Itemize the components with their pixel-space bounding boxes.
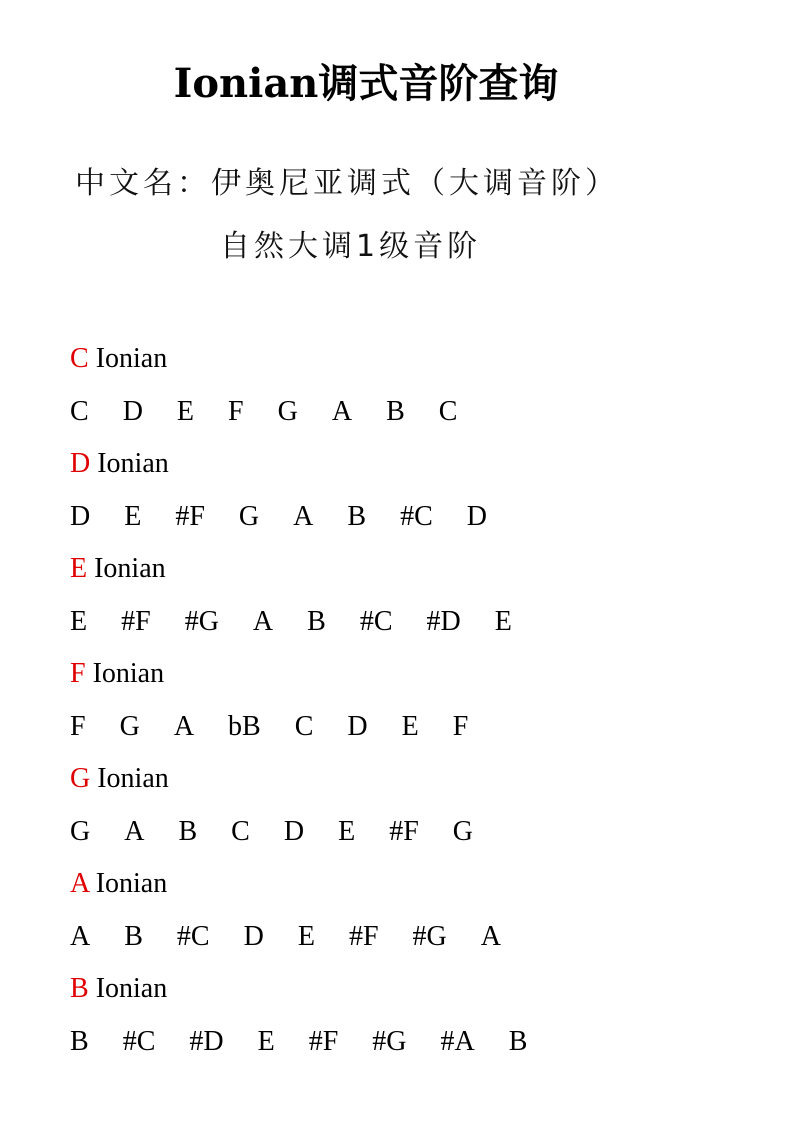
scale-key: D [70,448,91,479]
scale-block [70,862,770,967]
scale-note: F [452,710,469,742]
scale-note: A [331,395,353,427]
scale-note: D [283,815,305,847]
scale-key: A [70,868,89,899]
scale-mode-label: Ionian [88,973,168,1004]
scale-note: E [338,815,356,847]
scale-note: A [70,920,91,952]
scale-block [70,967,770,1072]
scale-block [70,337,770,442]
scale-notes-row [70,810,770,863]
scale-note: G [70,815,91,847]
scale-note: B [70,1025,89,1057]
scale-note: A [124,815,145,847]
scale-note: D [70,500,91,532]
scale-note: G [452,815,473,847]
scale-mode-label: Ionian [90,763,169,794]
scale-mode-label: Ionian [87,553,166,584]
scale-key: B [70,973,89,1004]
scale-note: C [231,815,250,847]
scale-note: A [293,500,314,532]
scale-note: E [257,1025,275,1057]
scale-note: #F [348,920,379,952]
scale-note: #C [400,500,433,532]
scale-note: #G [372,1025,407,1057]
scale-notes-row [70,495,770,548]
scale-note: #A [440,1025,475,1057]
scale-list [70,337,770,1072]
scale-note: D [122,395,143,427]
scale-key: F [70,658,86,689]
scale-note: C [70,395,89,427]
scale-note: #F [308,1025,339,1057]
scale-note: #F [389,815,419,847]
scale-note: #F [175,500,205,532]
scale-note: #C [176,920,210,952]
scale-notes-row [70,600,770,653]
scale-heading [70,967,770,1020]
scale-heading [70,442,770,495]
scale-note: B [178,815,198,847]
scale-block [70,547,770,652]
scale-note: E [70,605,88,637]
scale-note: G [277,395,298,427]
scale-mode-label: Ionian [88,868,168,899]
scale-heading [70,337,770,390]
scale-note: #F [121,605,151,637]
scale-notes-row [70,915,770,968]
scale-note: D [347,710,368,742]
scale-note: C [294,710,314,742]
scale-note: B [124,920,143,952]
scale-notes-row [70,390,770,443]
document-title: Ionian调式音阶查询 [173,60,559,107]
scale-note: E [297,920,315,952]
scale-note: #D [189,1025,224,1057]
scale-mode-label: Ionian [90,448,169,479]
scale-note: E [401,710,419,742]
scale-note: E [124,500,142,532]
scale-mode-label: Ionian [85,658,165,689]
scale-mode-label: Ionian [88,343,168,374]
scale-note: A [173,710,195,742]
scale-note: B [307,605,326,637]
scale-key: C [70,343,89,374]
scale-note: F [228,395,244,427]
chinese-name-line: 中文名：伊奥尼亚调式（大调音阶） [75,166,619,201]
scale-heading [70,652,770,705]
scale-note: G [238,500,260,532]
scale-note: #D [426,605,461,637]
scale-note: D [243,920,264,952]
natural-major-line: 自然大调1级音阶 [220,229,482,264]
scale-block [70,757,770,862]
scale-key: G [70,763,91,794]
scale-note: C [438,395,458,427]
scale-note: E [176,395,195,427]
scale-block [70,442,770,547]
scale-notes-row [70,705,770,758]
scale-note: A [252,605,274,637]
scale-note: B [508,1025,528,1057]
scale-note: B [386,395,405,427]
scale-note: bB [228,710,261,742]
scale-note: E [494,605,512,637]
scale-note: #G [412,920,447,952]
scale-notes-row [70,1020,770,1073]
scale-note: #G [184,605,219,637]
scale-note: F [70,710,86,742]
scale-note: A [480,920,501,952]
scale-heading [70,757,770,810]
scale-heading [70,862,770,915]
scale-note: D [466,500,487,532]
scale-heading [70,547,770,600]
scale-block [70,652,770,757]
scale-key: E [70,553,88,584]
scale-note: G [119,710,140,742]
scale-note: B [347,500,367,532]
scale-note: #C [359,605,393,637]
scale-note: #C [122,1025,156,1057]
